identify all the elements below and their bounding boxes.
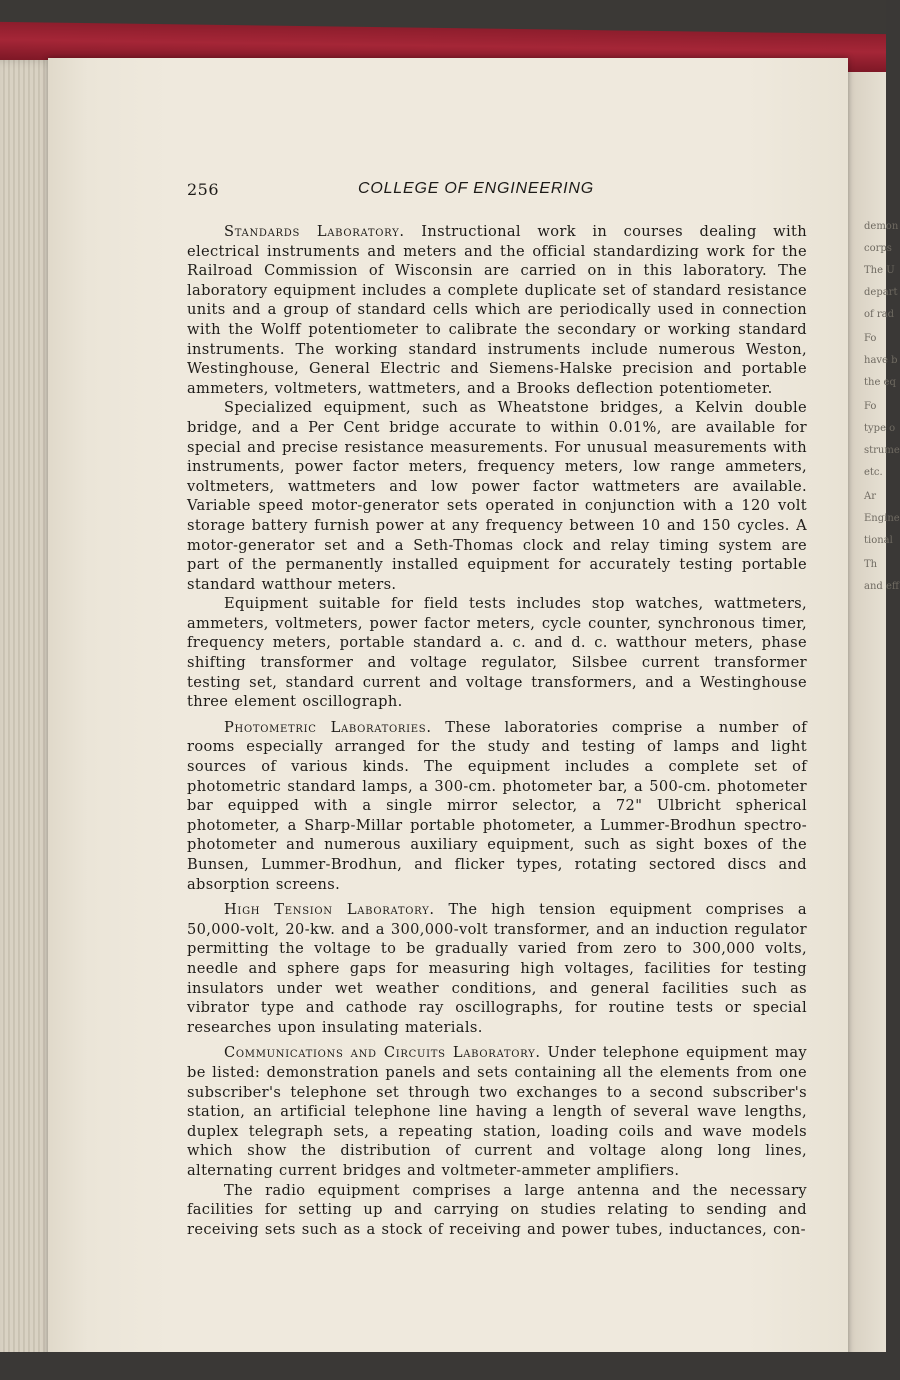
facing-page-fragment: Fo: [864, 401, 877, 412]
facing-page-fragment: tional: [864, 535, 893, 546]
facing-page-fragment: have b: [864, 355, 898, 366]
facing-page-fragment: Fo: [864, 333, 877, 344]
facing-page-fragment: and eff: [864, 581, 900, 592]
facing-page-fragment: corps: [864, 243, 892, 254]
paragraph-high-tension-laboratory: [187, 900, 807, 1037]
facing-page-fragment: etc.: [864, 467, 883, 478]
facing-page-fragment: type o: [864, 423, 896, 434]
facing-page-fragment: Engine: [864, 513, 900, 524]
section-heading: Standards Laboratory.: [224, 223, 405, 240]
paragraph-standards-laboratory: [187, 222, 807, 398]
facing-page-fragment: demon: [864, 221, 899, 232]
paragraph-text: Instructional work in courses dealing with electrical instruments and meters and the official standardizing work for the Railroad Commission of Wisconsin are carried on in this laboratory. The laboratory equipment includes a complete duplicate set of standard resistance units and a group of standard cells which are periodically used in connection with the Wolff potentiometer to calibrate the secondary or working standard instruments. The working standard instruments include numerous Weston, Westinghouse, General Electric and Siemens-Halske precision and portable ammeters, voltmeters, wattmeters, and a Brooks deflection potentiometer.: [187, 223, 808, 397]
paragraph-field-test-equipment: [187, 594, 807, 712]
facing-page-fragment: Ar: [864, 491, 877, 502]
section-heading: Communications and Circuits Laboratory.: [224, 1044, 541, 1062]
facing-page-fragment: of rad: [864, 309, 895, 320]
paragraph-text: Equipment suitable for field tests includes stop watches, wattmeters, ammeters, voltmeters, power factor meters, cycle counter, synchronous timer, frequency meters, portable standard a. c. and d. c. watthour meters, phase shifting transformer and voltage regulator, Silsbee current transformer testing set, standard current and voltage transformers, and a Westinghouse three element oscillograph.: [187, 595, 807, 711]
section-heading: High Tension Laboratory.: [224, 901, 435, 919]
paragraph-communications-laboratory: [187, 1043, 807, 1180]
paragraph-text: The radio equipment comprises a large antenna and the necessary facilities for setting up and carrying on studies relating to sending and receiving sets such as a stock of receiving and power tubes, inductances, con-: [187, 1181, 807, 1238]
running-title: COLLEGE OF ENGINEERING: [358, 180, 595, 197]
facing-page-edge: [846, 72, 900, 1372]
paragraph-radio-equipment: [187, 1181, 807, 1240]
paragraph-text: Under telephone equipment may be listed: demonstration panels and sets containing all the elements from one subscriber's telephone set through two exchanges to a second subscriber's station, an artificial telephone line having a length of several wave lengths, duplex telegraph sets, a repeating station, loading coils and wave models which show the distribution of current and voltage along long lines, alternating current bridges and voltmeter-ammeter amplifiers.: [187, 1044, 807, 1179]
page-number: 256: [187, 180, 220, 199]
paragraph-text: Specialized equipment, such as Wheatstone bridges, a Kelvin double bridge, and a Per Cent bridge accurate to within 0.01%, are available for special and precise resistance measurements. For unusual measurements with instruments, power factor meters, frequency meters, low range ammeters, voltmeters, wattmeters and low power factor wattmeters are available. Variable speed motor-generator sets operated in conjunction with a 120 volt storage battery furnish power at any frequency between 10 and 150 cycles. A motor-generator set and a Seth-Thomas clock and relay timing system are part of the permanently installed equipment for accurately testing portable standard watthour meters.: [187, 399, 807, 593]
page-header: [187, 180, 807, 204]
facing-page-fragment: depart: [864, 287, 898, 298]
paragraph-text: These laboratories comprise a number of rooms especially arranged for the study and testing of lamps and light sources of various kinds. The equipment includes a complete set of photometric standard lamps, a 300-cm. photometer bar, a 500-cm. photometer bar equipped with a single mirror selector, a 72" Ulbricht spherical photometer, a Sharp-Millar portable photometer, a Lummer-Brodhun spectro-photometer and numerous auxiliary equipment, such as sight boxes of the Bunsen, Lummer-Brodhun, and flicker types, rotating sectored discs and absorption screens.: [187, 718, 808, 893]
paragraph-specialized-equipment: [187, 398, 807, 594]
paragraph-photometric-laboratories: [187, 718, 807, 894]
facing-page-fragment: Th: [864, 559, 878, 570]
facing-page-fragment: strume: [864, 445, 900, 456]
scanner-bed-bottom: [0, 1352, 886, 1380]
facing-page-fragment: the eq: [864, 377, 896, 388]
paragraph-text: The high tension equipment comprises a 50,000-volt, 20-kw. and a 300,000-volt transformer, and an induction regulator permitting the voltage to be gradually varied from zero to 300,000 volts, needle and sphere gaps for measuring high voltages, facilities for testing insulators under wet weather conditions, and general facilities such as vibrator type and cathode ray oscillographs, for routine tests or special researches upon insulating materials.: [187, 901, 807, 1036]
body-text: [187, 222, 807, 1239]
section-heading: Photometric Laboratories.: [224, 718, 432, 736]
facing-page-fragment: The U: [864, 265, 895, 276]
